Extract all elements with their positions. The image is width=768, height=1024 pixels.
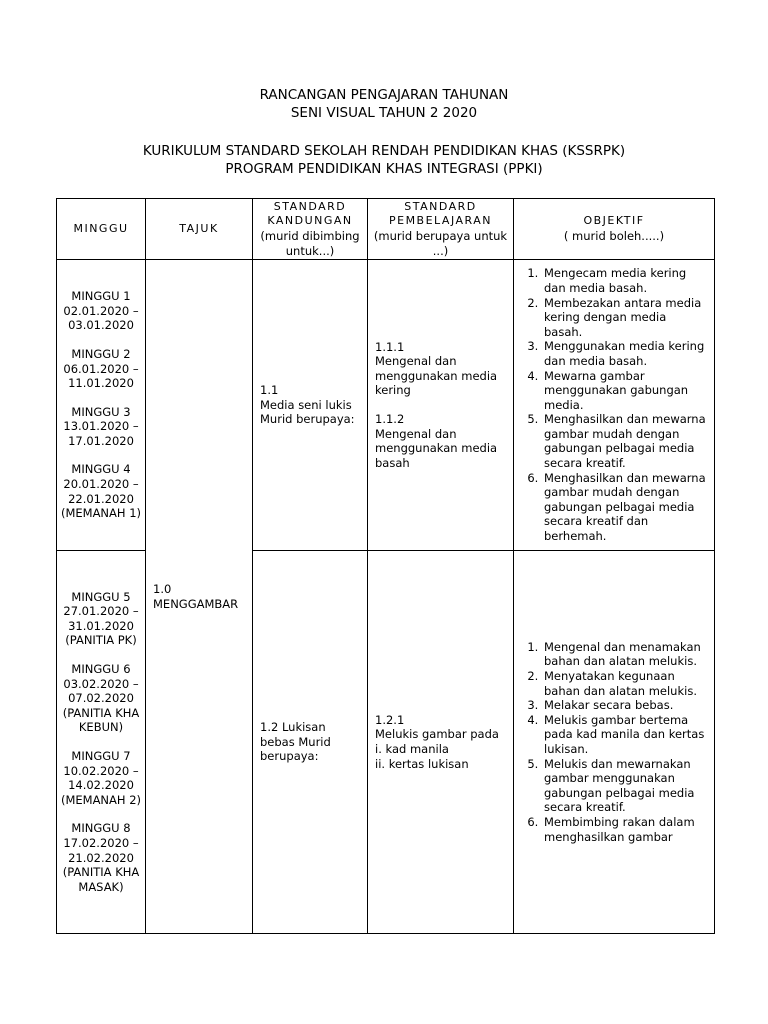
program-title: PROGRAM PENDIDIKAN KHAS INTEGRASI (PPKI) [225, 161, 543, 177]
standard-pembelajaran-cell: 1.2.1 Melukis gambar pada i. kad manila ii. kertas lukisan [368, 551, 514, 934]
objektif-list [514, 266, 714, 543]
list-item: 4. Melukis gambar bertema pada kad manila dan kertas lukisan. [542, 713, 708, 757]
table-row [57, 260, 715, 551]
list-item: 1. Mengecam media kering dan media basah. [542, 266, 708, 295]
standard-pembelajaran-cell: 1.1.1 Mengenal dan menggunakan media kering 1.1.2 Mengenal dan menggunakan media basah [368, 260, 514, 551]
list-item: 1. Mengenal dan menamakan bahan dan alatan melukis. [542, 640, 708, 669]
curriculum-title: KURIKULUM STANDARD SEKOLAH RENDAH PENDIDIKAN KHAS (KSSRPK) [142, 143, 626, 159]
standard-kandungan-cell: 1.2 Lukisan bebas Murid berupaya: [253, 551, 368, 934]
header-minggu: MINGGU [57, 199, 146, 260]
header-standard-pembelajaran: STANDARD PEMBELAJARAN (murid berupaya untuk ...) [368, 199, 514, 260]
objektif-list [514, 640, 714, 844]
doc-title: RANCANGAN PENGAJARAN TAHUNAN [259, 87, 509, 103]
plan-table [56, 198, 715, 934]
list-item: 4. Mewarna gambar menggunakan gabungan media. [542, 369, 708, 413]
objektif-cell [514, 551, 715, 934]
list-item: 2. Membezakan antara media kering dengan media basah. [542, 296, 708, 340]
title-block-1 [0, 87, 768, 123]
list-item: 5. Melukis dan mewarnakan gambar menggunakan gabungan pelbagai media secara kreatif. [542, 757, 708, 815]
header-objektif: OBJEKTIF ( murid boleh.....) [514, 199, 715, 260]
list-item: 6. Menghasilkan dan mewarna gambar mudah dengan gabungan pelbagai media secara kreatif dan berhemah. [542, 471, 708, 544]
tajuk-cell: 1.0 MENGGAMBAR [146, 260, 253, 934]
list-item: 3. Melakar secara bebas. [542, 698, 708, 713]
header-row [57, 199, 715, 260]
header-standard-kandungan: STANDARD KANDUNGAN (murid dibimbing untuk...) [253, 199, 368, 260]
minggu-cell: MINGGU 1 02.01.2020 – 03.01.2020 MINGGU 2 06.01.2020 – 11.01.2020 MINGGU 3 13.01.2020 – 17.01.2020 MINGGU 4 20.01.2020 – 22.01.2020 (MEMANAH 1) [57, 260, 146, 551]
doc-subtitle: SENI VISUAL TAHUN 2 2020 [290, 105, 478, 121]
title-block-2 [0, 143, 768, 179]
list-item: 3. Menggunakan media kering dan media basah. [542, 339, 708, 368]
list-item: 6. Membimbing rakan dalam menghasilkan gambar [542, 815, 708, 844]
standard-kandungan-cell: 1.1 Media seni lukis Murid berupaya: [253, 260, 368, 551]
list-item: 5. Menghasilkan dan mewarna gambar mudah dengan gabungan pelbagai media secara kreatif. [542, 412, 708, 470]
header-tajuk: TAJUK [146, 199, 253, 260]
minggu-cell: MINGGU 5 27.01.2020 – 31.01.2020 (PANITIA PK) MINGGU 6 03.02.2020 – 07.02.2020 (PANITIA KHA KEBUN) MINGGU 7 10.02.2020 – 14.02.2020 (MEMANAH 2) MINGGU 8 17.02.2020 – 21.02.2020 (PANITIA KHA MASAK) [57, 551, 146, 934]
list-item: 2. Menyatakan kegunaan bahan dan alatan melukis. [542, 669, 708, 698]
objektif-cell [514, 260, 715, 551]
